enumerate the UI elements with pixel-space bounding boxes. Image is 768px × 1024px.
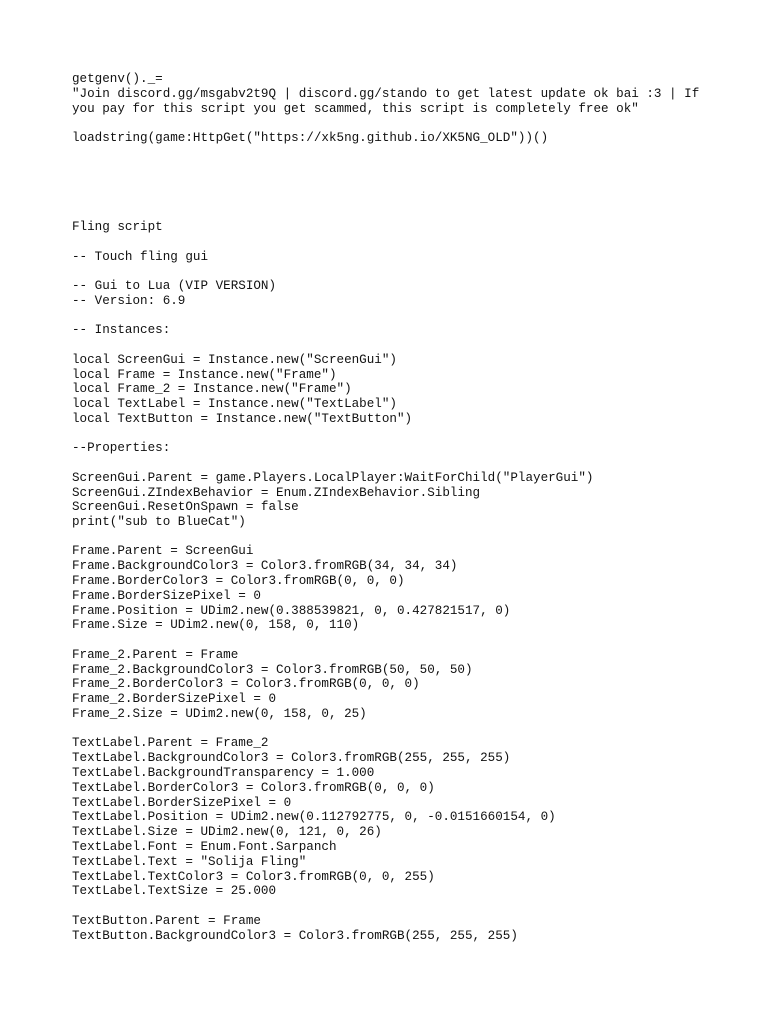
loadstring-block [72, 131, 712, 146]
code-line: Frame_2.BackgroundColor3 = Color3.fromRGB(50, 50, 50) [72, 662, 473, 677]
code-line: local TextLabel = Instance.new("TextLabel") [72, 397, 397, 412]
code-line: TextLabel.Font = Enum.Font.Sarpanch [72, 840, 337, 855]
code-line: TextLabel.BorderSizePixel = 0 [72, 795, 292, 810]
properties-comment-block [72, 441, 712, 456]
code-line: Frame.Parent = ScreenGui [72, 544, 254, 559]
code-line: getgenv()._= [72, 72, 163, 86]
code-comment: -- Touch fling gui [72, 249, 209, 264]
code-line: Frame.Position = UDim2.new(0.388539821, 0, 0.427821517, 0) [72, 603, 511, 618]
code-line: ScreenGui.Parent = game.Players.LocalPlayer:WaitForChild("PlayerGui") [72, 470, 594, 485]
code-line: local Frame_2 = Instance.new("Frame") [72, 382, 352, 397]
instances-comment-block [72, 323, 712, 338]
code-line: "Join discord.gg/msgabv2t9Q | discord.gg/stando to get latest update ok bai :3 | If you pay for this script you get scammed, this script is completely free ok" [72, 86, 707, 116]
code-comment: -- Gui to Lua (VIP VERSION) [72, 279, 277, 294]
spacer [72, 160, 712, 220]
code-line: Frame_2.Parent = Frame [72, 647, 239, 662]
code-line: TextLabel.BorderColor3 = Color3.fromRGB(0, 0, 0) [72, 780, 435, 795]
code-line: TextLabel.Parent = Frame_2 [72, 736, 269, 751]
intro-block [72, 72, 712, 116]
header-comments-block [72, 279, 712, 309]
code-line: Frame.Size = UDim2.new(0, 158, 0, 110) [72, 618, 360, 633]
code-line: TextLabel.TextSize = 25.000 [72, 884, 277, 899]
code-line: Frame.BackgroundColor3 = Color3.fromRGB(34, 34, 34) [72, 559, 458, 574]
frame-props-block [72, 544, 712, 633]
textbutton-props-block [72, 914, 712, 944]
code-line: TextButton.Parent = Frame [72, 913, 261, 928]
textlabel-props-block [72, 736, 712, 899]
frame2-props-block [72, 648, 712, 722]
section-title: Fling script [72, 220, 163, 235]
code-comment: --Properties: [72, 441, 171, 456]
code-comment: -- Instances: [72, 323, 171, 338]
locals-block [72, 353, 712, 427]
code-line: TextButton.BackgroundColor3 = Color3.fromRGB(255, 255, 255) [72, 928, 518, 943]
code-line: local ScreenGui = Instance.new("ScreenGui") [72, 352, 397, 367]
code-line: TextLabel.Text = "Solija Fling" [72, 854, 307, 869]
fling-title-block [72, 220, 712, 235]
code-line: TextLabel.Position = UDim2.new(0.112792775, 0, -0.0151660154, 0) [72, 810, 556, 825]
code-line: local TextButton = Instance.new("TextButton") [72, 411, 413, 426]
code-line: Frame_2.BorderColor3 = Color3.fromRGB(0, 0, 0) [72, 677, 420, 692]
code-line: local Frame = Instance.new("Frame") [72, 367, 337, 382]
code-line: TextLabel.TextColor3 = Color3.fromRGB(0, 0, 255) [72, 869, 435, 884]
code-line: TextLabel.BackgroundTransparency = 1.000 [72, 766, 375, 781]
code-line: ScreenGui.ResetOnSpawn = false [72, 500, 299, 515]
touch-comment-block [72, 250, 712, 265]
code-comment: -- Version: 6.9 [72, 293, 186, 308]
code-line: Frame_2.Size = UDim2.new(0, 158, 0, 25) [72, 707, 367, 722]
code-line: print("sub to BlueCat") [72, 515, 246, 530]
document-page [72, 72, 712, 958]
code-line: Frame.BorderSizePixel = 0 [72, 588, 261, 603]
code-line: loadstring(game:HttpGet("https://xk5ng.github.io/XK5NG_OLD"))() [72, 130, 549, 145]
code-line: TextLabel.Size = UDim2.new(0, 121, 0, 26) [72, 825, 382, 840]
code-line: Frame_2.BorderSizePixel = 0 [72, 692, 277, 707]
code-line: TextLabel.BackgroundColor3 = Color3.fromRGB(255, 255, 255) [72, 751, 511, 766]
code-line: ScreenGui.ZIndexBehavior = Enum.ZIndexBehavior.Sibling [72, 485, 481, 500]
code-line: Frame.BorderColor3 = Color3.fromRGB(0, 0, 0) [72, 574, 405, 589]
screengui-props-block [72, 471, 712, 530]
